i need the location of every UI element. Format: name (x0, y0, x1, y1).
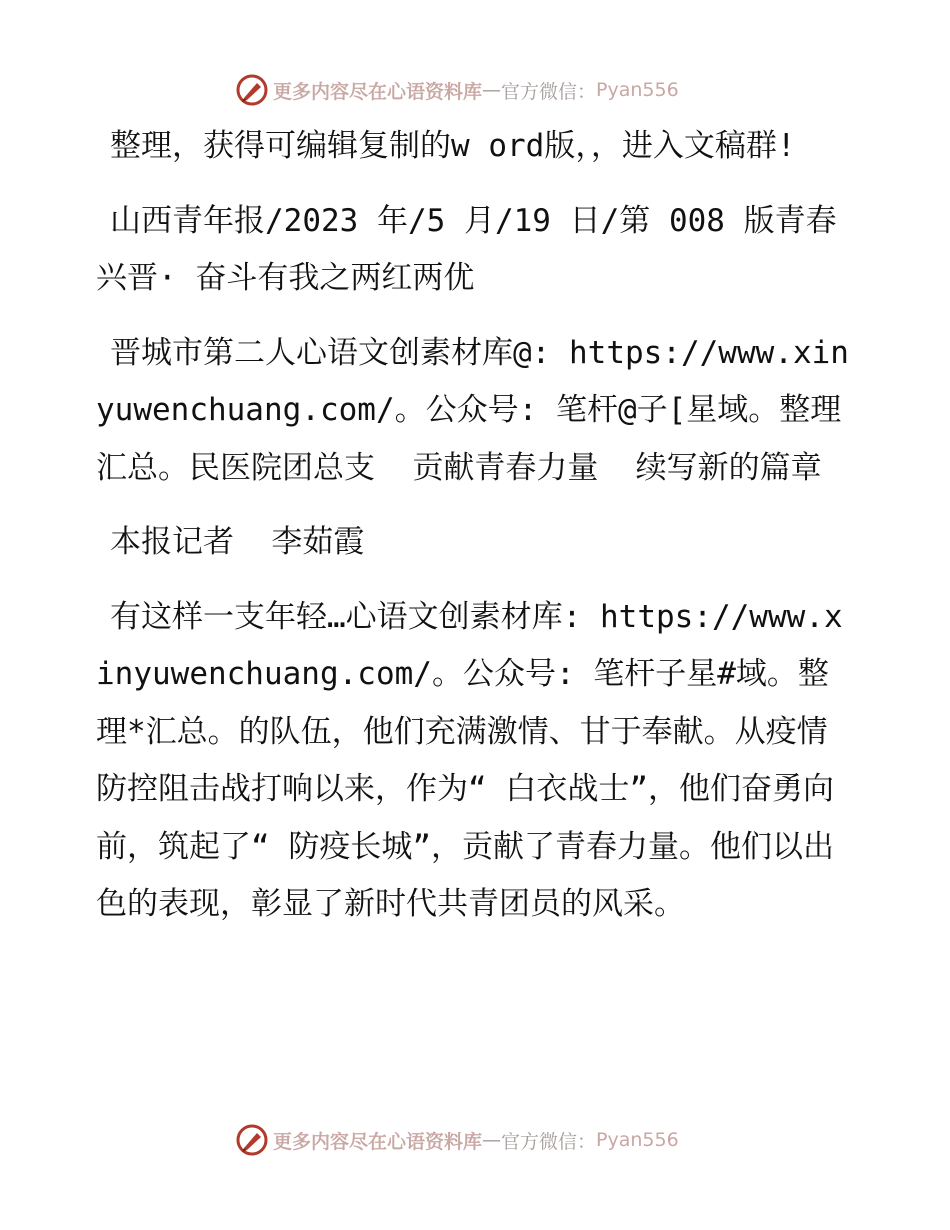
banner-dash: — (482, 1129, 502, 1151)
pen-logo-icon (235, 73, 269, 107)
paragraph-intro: 整理，获得可编辑复制的w ord版，，进入文稿群! (110, 128, 796, 164)
banner-wechat-id: Pyan556 (596, 1129, 679, 1151)
document-body (96, 118, 856, 951)
paragraph-content: 有这样一支年轻…心语文创素材库: https://www.xinyuwenchuang.com/。公众号: 笔杆子星#域。整理*汇总。的队伍，他们充满激情、甘于奉献。从疫情防控阻击战打响以来，作为“ 白衣战士”，他们奋勇向前，筑起了“ 防疫长城”，贡献了青春力量。他们以出色的表现，彰显了新时代共青团员的风采。 (96, 598, 843, 922)
paragraph-source: 山西青年报/2023 年/5 月/19 日/第 008 版青春兴晋· 奋斗有我之两红两优 (96, 202, 837, 296)
pen-logo-icon (235, 1123, 269, 1157)
banner-middle-text: 官方微信： (501, 1130, 597, 1153)
footer-watermark-banner (235, 1122, 679, 1158)
banner-middle-text: 官方微信： (501, 80, 597, 103)
banner-main-text: 更多内容尽在心语资料库 (273, 1130, 483, 1153)
paragraph-byline: 本报记者 李茹霞 (110, 524, 365, 560)
header-watermark-banner (235, 72, 679, 108)
paragraph-headline: 晋城市第二人心语文创素材库@: https://www.xinyuwenchuang.com/。公众号: 笔杆@子[星域。整理汇总。民医院团总支 贡献青春力量 续写新的篇章 (96, 334, 849, 486)
banner-dash: — (482, 79, 502, 101)
banner-main-text: 更多内容尽在心语资料库 (273, 80, 483, 103)
banner-wechat-id: Pyan556 (596, 79, 679, 101)
